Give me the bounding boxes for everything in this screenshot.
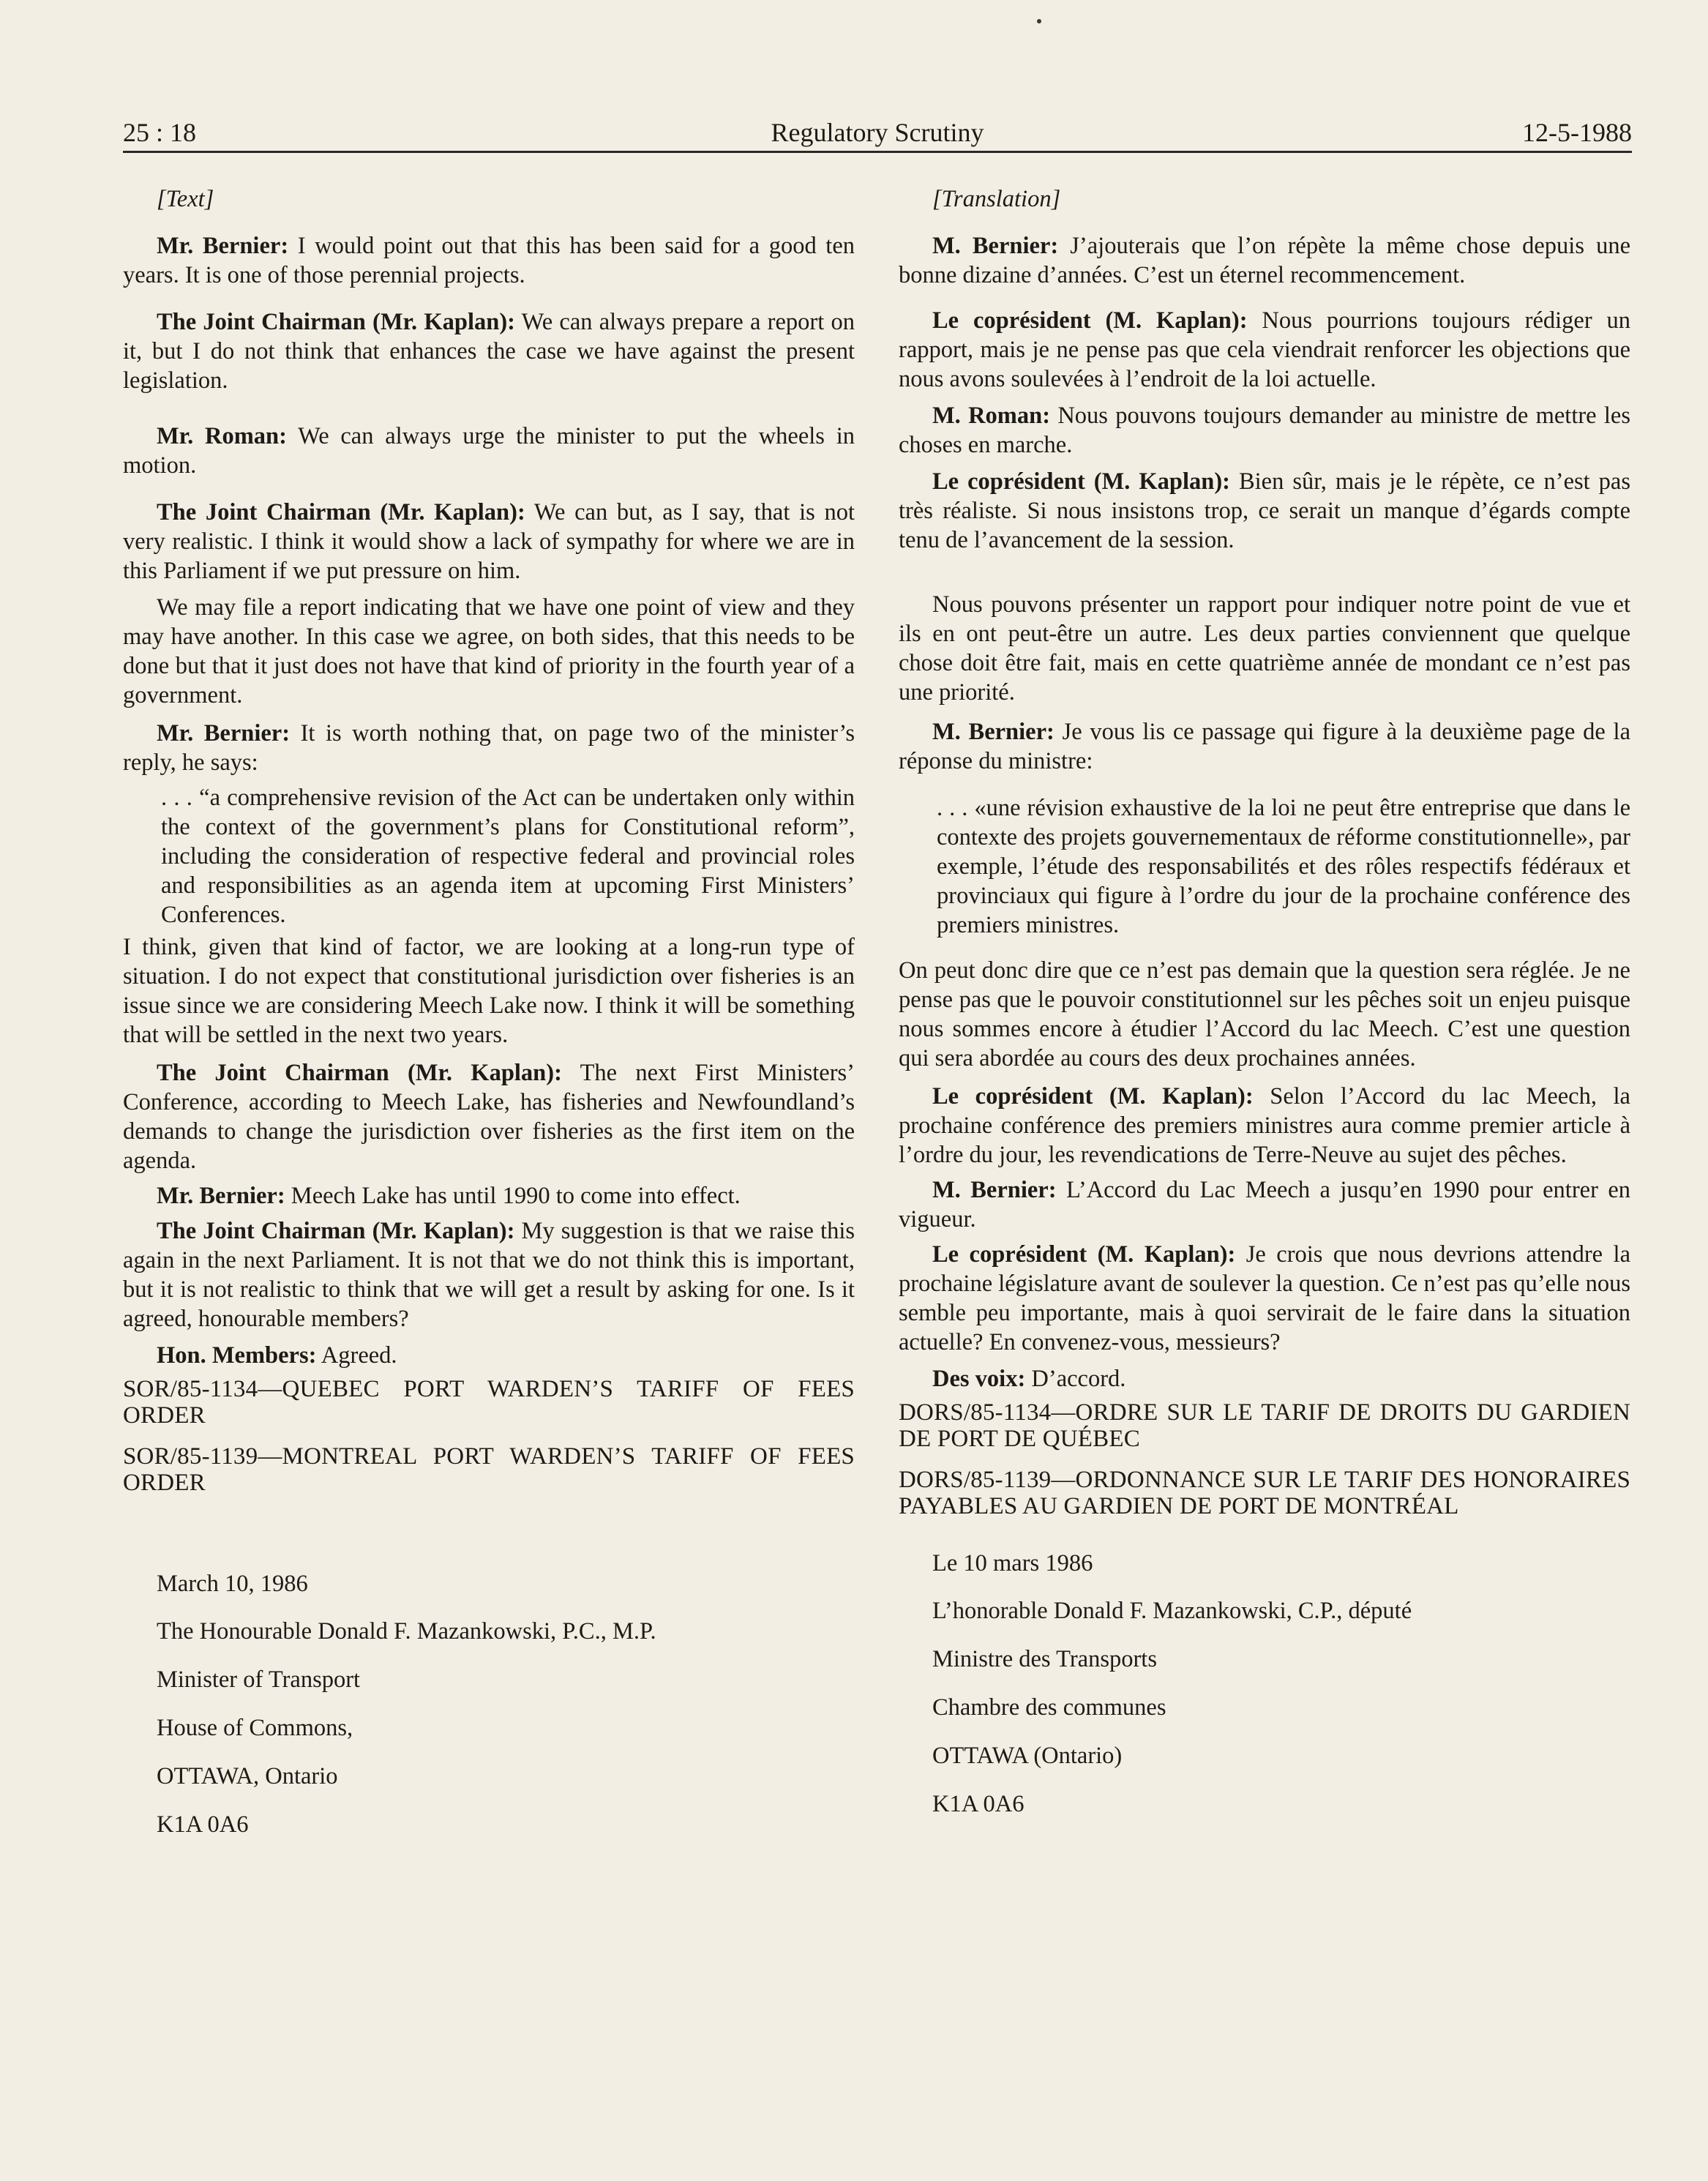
speaker: The Joint Chairman (Mr. Kaplan): [157,309,515,335]
paragraph [899,306,1630,394]
speech: Je crois que nous devrions attendre la prochaine législature avant de soulever la question. Ce n’est pas qu’elle nous semble peu importante, mais à quoi servirait de le faire dans la situation actuelle? En convenez-vous, messieurs? [899,1241,1630,1355]
addressee-postal-code: K1A 0A6 [932,1791,1025,1817]
speaker: The Joint Chairman (Mr. Kaplan): [157,499,525,525]
speaker: Mr. Bernier: [157,233,289,259]
addressee-name: The Honourable Donald F. Mazankowski, P.C., M.P. [157,1618,656,1645]
publication-title: Regulatory Scrutiny [771,118,984,147]
speech: L’Accord du Lac Meech a jusqu’en 1990 pour entrer en vigueur. [899,1177,1630,1232]
letter-date: March 10, 1986 [157,1571,308,1597]
page-number: 25 : 18 [123,118,197,147]
speaker: M. Bernier: [932,1177,1057,1203]
addressee-title: Minister of Transport [157,1666,361,1693]
paragraph [899,467,1630,555]
speech: Nous pouvons toujours demander au ministre de mettre les choses en marche. [899,403,1630,458]
header-date: 12-5-1988 [1522,118,1632,147]
section-label: [Translation] [932,186,1061,212]
order-heading: SOR/85-1139—MONTREAL PORT WARDEN’S TARIFF OF FEES ORDER [123,1443,855,1496]
speaker: Le coprésident (M. Kaplan): [932,468,1230,495]
speaker: M. Bernier: [932,233,1059,259]
addressee-city: OTTAWA, Ontario [157,1763,338,1789]
speaker: Le coprésident (M. Kaplan): [932,1083,1254,1110]
print-speck [1037,19,1041,23]
letter-date: Le 10 mars 1986 [932,1550,1093,1576]
addressee-office: House of Commons, [157,1715,353,1741]
paragraph [123,1181,855,1211]
speech: Meech Lake has until 1990 to come into effect. [285,1183,741,1209]
paragraph [123,1058,855,1175]
speech: J’ajouterais que l’on répète la même chose depuis une bonne dizaine d’années. C’est un éternel recommencement. [899,233,1630,288]
speech: I would point out that this has been said for a good ten years. It is one of those perennial projects. [123,233,855,288]
paragraph [899,1175,1630,1234]
speaker: The Joint Chairman (Mr. Kaplan): [157,1060,562,1086]
paragraph [899,717,1630,776]
block-quote: . . . “a comprehensive revision of the Act can be undertaken only within the context of the government’s plans for Constitutional reform”, including the consideration of respective federal and provincial roles and responsibilities as an agenda item at upcoming First Ministers’ Conferences. [161,785,855,928]
speaker: Le coprésident (M. Kaplan): [932,307,1248,334]
paragraph [123,498,855,586]
addressee-name: L’honorable Donald F. Mazankowski, C.P., député [932,1598,1412,1624]
order-heading: DORS/85-1139—ORDONNANCE SUR LE TARIF DES HONORAIRES PAYABLES AU GARDIEN DE PORT DE MONTRÉAL [899,1467,1630,1519]
speaker: Des voix: [932,1366,1026,1392]
speech: Selon l’Accord du lac Meech, la prochaine conférence des premiers ministres aura comme premier article à l’ordre du jour, les revendications de Terre-Neuve au sujet des pêches. [899,1083,1630,1168]
english-column [123,184,855,1858]
paragraph: I think, given that kind of factor, we are looking at a long-run type of situation. I do not expect that constitutional jurisdiction over fisheries is an issue since we are considering Meech Lake now. I think it will be something that will be settled in the next two years. [123,934,855,1048]
order-heading: SOR/85-1134—QUEBEC PORT WARDEN’S TARIFF OF FEES ORDER [123,1376,855,1429]
speaker: Mr. Bernier: [157,1183,285,1209]
speech: We can always urge the minister to put the wheels in motion. [123,423,855,479]
addressee-office: Chambre des communes [932,1694,1166,1721]
speech: It is worth nothing that, on page two of the minister’s reply, he says: [123,720,855,776]
addressee-postal-code: K1A 0A6 [157,1811,249,1838]
paragraph: Nous pouvons présenter un rapport pour indiquer notre point de vue et ils en ont peut-être un autre. Les deux parties conviennent que quelque chose doit être fait, mais en cette quatrième année de mondant ce n’est pas une priorité. [899,591,1630,706]
paragraph: We may file a report indicating that we have one point of view and they may have another. In this case we agree, on both sides, that this needs to be done but that it just does not have that kind of priority in the fourth year of a government. [123,594,855,708]
speech: Je vous lis ce passage qui figure à la deuxième page de la réponse du ministre: [899,719,1631,774]
paragraph: On peut donc dire que ce n’est pas demain que la question sera réglée. Je ne pense pas que le pouvoir constitutionnel sur les pêches soit un enjeu puisque nous sommes encore à étudier l’Accord du lac Meech. C’est une question qui sera abordée au cours des deux prochaines années. [899,957,1630,1071]
speaker: Mr. Bernier: [157,720,291,747]
running-header [123,116,1632,149]
paragraph [899,231,1630,290]
speaker: Hon. Members: [157,1342,317,1369]
paragraph [899,1082,1630,1170]
speaker: Le coprésident (M. Kaplan): [932,1241,1236,1268]
speaker: The Joint Chairman (Mr. Kaplan): [157,1218,515,1244]
speaker: M. Bernier: [932,719,1055,745]
addressee-city: OTTAWA (Ontario) [932,1743,1123,1769]
speech: We can but, as I say, that is not very realistic. I think it would show a lack of sympathy for where we are in this Parliament if we put pressure on him. [123,499,855,584]
speaker: Mr. Roman: [157,423,287,449]
speech: Agreed. [316,1342,397,1369]
header-rule [123,151,1632,153]
speaker: M. Roman: [932,403,1051,429]
speech: The next First Ministers’ Conference, according to Meech Lake, has fisheries and Newfoundland’s demands to change the jurisdiction over fisheries as the first item on the agenda. [123,1060,855,1174]
paragraph [899,1364,1630,1393]
section-label: [Text] [157,186,214,212]
paragraph [123,231,855,290]
paragraph [123,307,855,395]
order-heading: DORS/85-1134—ORDRE SUR LE TARIF DE DROITS DU GARDIEN DE PORT DE QUÉBEC [899,1399,1630,1452]
speech: My suggestion is that we raise this again in the next Parliament. It is not that we do not think this is important, but it is not realistic to think that we will get a result by asking for one. Is it agreed, honourable members? [123,1218,855,1332]
paragraph [123,1216,855,1333]
addressee-title: Ministre des Transports [932,1646,1157,1672]
speech: Bien sûr, mais je le répète, ce n’est pas très réaliste. Si nous insistons trop, ce serait un manque d’égards compte tenu de l’avancement de la session. [899,468,1630,553]
paragraph [123,422,855,480]
speech: Nous pourrions toujours rédiger un rapport, mais je ne pense pas que cela viendrait renforcer les objections que nous avons soulevées à l’endroit de la loi actuelle. [899,307,1630,392]
paragraph [123,719,855,777]
paragraph [899,401,1630,460]
speech: We can always prepare a report on it, but I do not think that enhances the case we have against the present legislation. [123,309,855,394]
speech: D’accord. [1025,1366,1126,1392]
block-quote: . . . «une révision exhaustive de la loi ne peut être entreprise que dans le contexte des projets gouvernementaux de réforme constitutionnelle», par exemple, l’étude des responsabilités et des rôles respectifs fédéraux et provinciaux qui figure à l’ordre du jour de la prochaine conférence des premiers ministres. [937,795,1630,938]
french-column [899,184,1630,1837]
paragraph [899,1240,1630,1357]
paragraph [123,1341,855,1370]
